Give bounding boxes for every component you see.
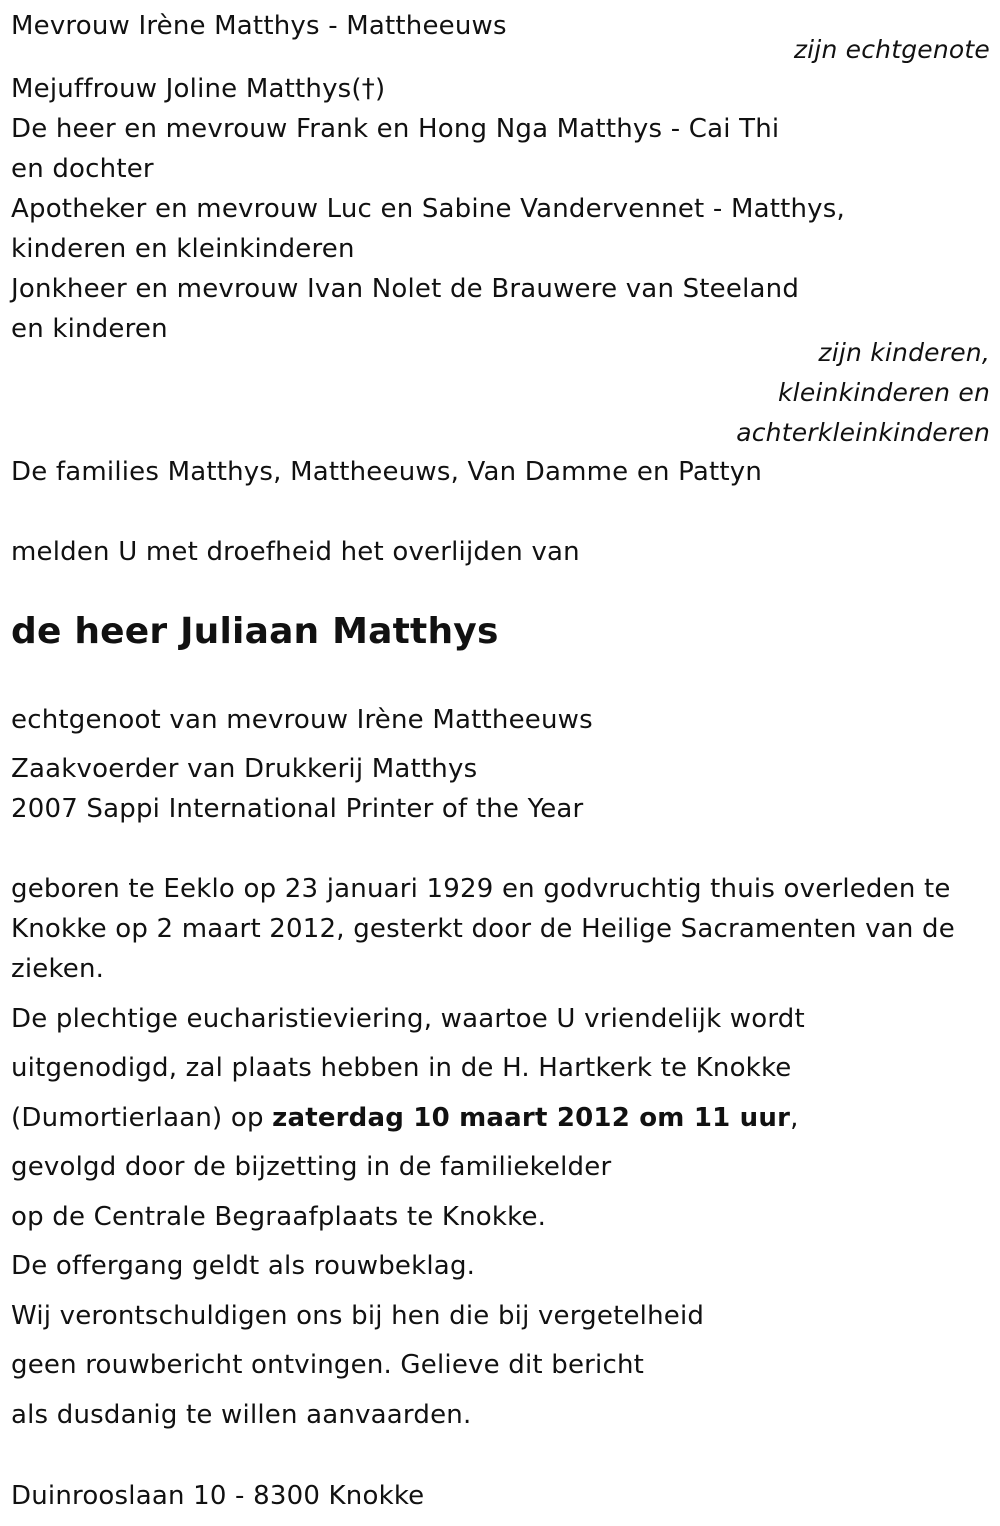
child-line: Jonkheer en mevrouw Ivan Nolet de Brauwere van Steeland	[11, 274, 800, 304]
deceased-title-line: Zaakvoerder van Drukkerij Matthys	[11, 754, 478, 784]
deceased-spouse-line: echtgenoot van mevrouw Irène Mattheeuws	[11, 705, 593, 735]
announcement: melden U met droefheid het overlijden van	[11, 537, 580, 567]
children-role: zijn kinderen,	[818, 338, 990, 367]
ceremony-line: De plechtige eucharistieviering, waartoe U vriendelijk wordt	[11, 1004, 805, 1034]
ceremony-date-suffix: ,	[790, 1103, 799, 1133]
ceremony-date: zaterdag 10 maart 2012 om 11 uur	[272, 1103, 791, 1133]
ceremony-date-line	[11, 1102, 799, 1134]
child-line: De heer en mevrouw Frank en Hong Nga Matthys - Cai Thi	[11, 114, 780, 144]
child-line: Mejuffrouw Joline Matthys(†)	[11, 74, 386, 104]
ceremony-line: als dusdanig te willen aanvaarden.	[11, 1400, 472, 1430]
birth-death-line: zieken.	[11, 954, 105, 984]
ceremony-line: De offergang geldt als rouwbeklag.	[11, 1251, 476, 1281]
ceremony-line: uitgenodigd, zal plaats hebben in de H. Hartkerk te Knokke	[11, 1053, 792, 1083]
ceremony-line: geen rouwbericht ontvingen. Gelieve dit bericht	[11, 1350, 645, 1380]
deceased-name: de heer Juliaan Matthys	[11, 611, 499, 652]
spouse-name: Mevrouw Irène Matthys - Mattheeuws	[11, 11, 507, 41]
ceremony-line: Wij verontschuldigen ons bij hen die bij vergetelheid	[11, 1301, 705, 1331]
child-line: en dochter	[11, 154, 154, 184]
child-line: Apotheker en mevrouw Luc en Sabine Vandervennet - Matthys,	[11, 194, 845, 224]
deceased-title-line: 2007 Sappi International Printer of the Year	[11, 794, 584, 824]
children-role: kleinkinderen en	[778, 378, 990, 407]
ceremony-line: op de Centrale Begraafplaats te Knokke.	[11, 1202, 547, 1232]
families-line: De families Matthys, Mattheeuws, Van Damme en Pattyn	[11, 457, 763, 487]
spouse-role: zijn echtgenote	[793, 35, 990, 64]
birth-death-line: geboren te Eeklo op 23 januari 1929 en godvruchtig thuis overleden te	[11, 874, 951, 904]
address: Duinrooslaan 10 - 8300 Knokke	[11, 1481, 425, 1511]
ceremony-line: gevolgd door de bijzetting in de familiekelder	[11, 1152, 612, 1182]
ceremony-date-prefix: (Dumortierlaan) op	[11, 1103, 273, 1133]
child-line: kinderen en kleinkinderen	[11, 234, 355, 264]
birth-death-line: Knokke op 2 maart 2012, gesterkt door de Heilige Sacramenten van de	[11, 914, 955, 944]
children-role: achterkleinkinderen	[736, 418, 990, 447]
child-line: en kinderen	[11, 314, 168, 344]
